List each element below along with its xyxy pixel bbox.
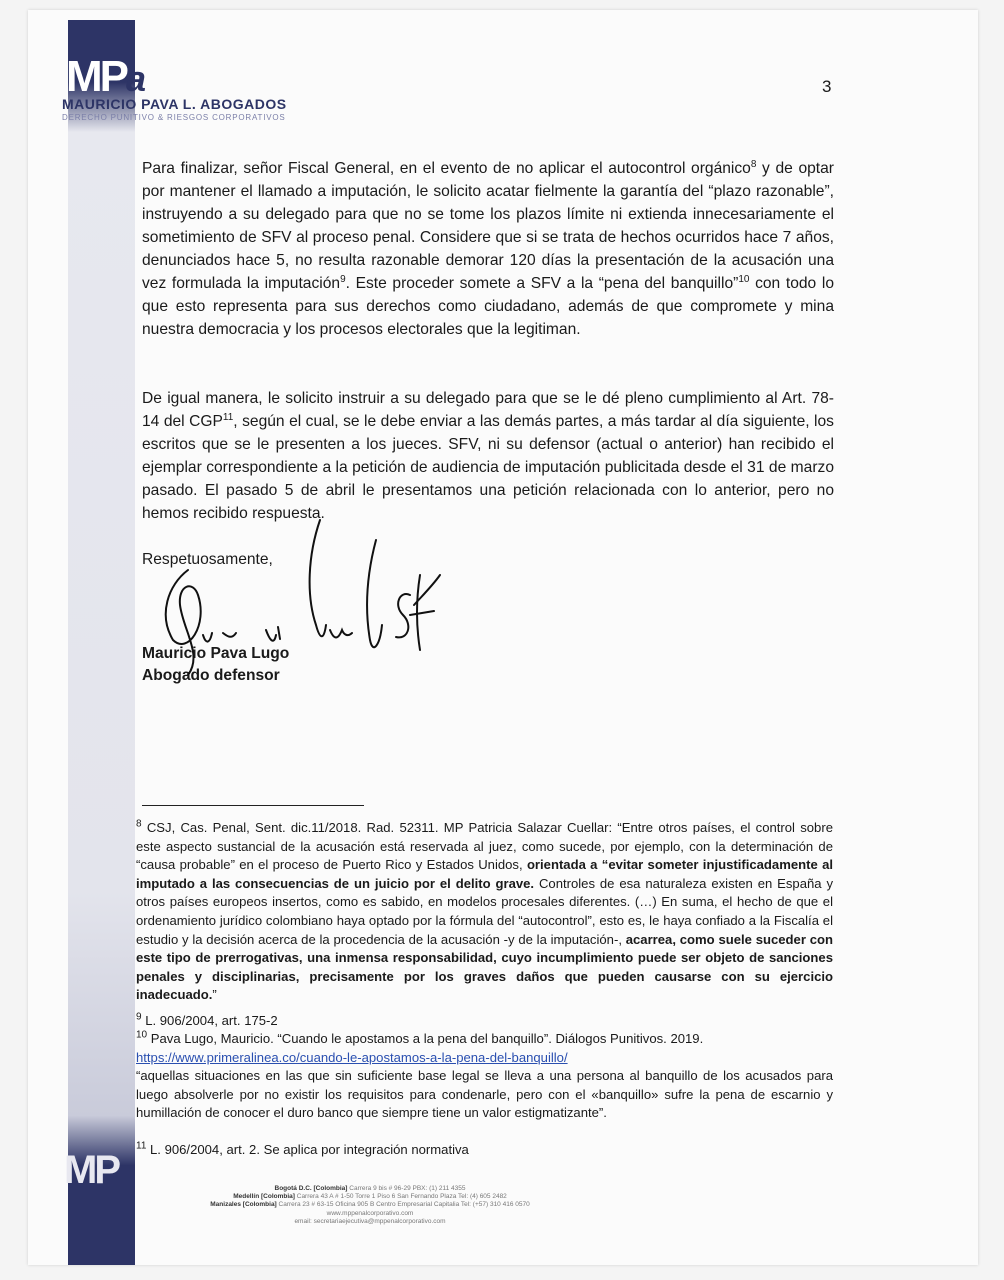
signer-role: Abogado defensor: [142, 667, 280, 684]
brand-sidebar-strip: [68, 20, 135, 1265]
page-number: 3: [822, 77, 832, 96]
handwritten-signature: [148, 515, 448, 675]
footnote-10: $^{10}$ Pava Lugo, Mauricio. “Cuando le apostamos a la pena del banquillo”. Diálogos Punitivos. 2019. https://www.primeralinea.co/cuando-le-apostamos-a-la-pena-del-banquillo/ “aquellas situaciones en las que sin suficiente base legal se lleva a una persona al banquillo de los acusados para luego absolverle por no existir los requisitos para condenarle, pero con el «banquillo» sufre la pena de escarnio y humillación de conocer el duro banco que siempre tiene un valor estigmatizante”.: [136, 1029, 833, 1121]
paragraph-art-78: De igual manera, le solicito instruir a su delegado para que se le dé pleno cumplimiento al Art. 78-14 del CGP$^{11}$, según el cual, se le debe enviar a las demás partes, a más tardar al día siguiente, los escritos que se le presenten a los jueces. SFV, ni su defensor (actual o anterior) han recibido el ejemplar correspondiente a la petición de audiencia de imputación publicitada desde el 31 de marzo pasado. El pasado 5 de abril le presentamos una petición relacionada con lo anterior, pero no hemos recibido respuesta.: [142, 390, 834, 522]
footnote-separator: [142, 805, 364, 806]
footnote-ref-11[interactable]: 11: [222, 411, 234, 423]
paragraph-plazo-razonable: Para finalizar, señor Fiscal General, en el evento de no aplicar el autocontrol orgánico$^8$ y de optar por mantener el llamado a imputación, le solicito acatar fielmente la garantía del “plazo razonable”, instruyendo a su delegado para que no se tome los plazos límite ni extienda innecesariamente el sometimiento de SFV al proceso penal. Considere que si se trata de hechos ocurridos hace 7 años, denunciados hace 5, no resulta razonable demorar 120 días la presentación de la acusación una vez formulada la imputación$^9$. Este proceder somete a SFV a la “pena del banquillo”$^{10}$ con todo lo que esto representa para sus derechos como ciudadano, además de que compromete y mina nuestra democracia y los procesos electorales que la legitiman.: [142, 158, 834, 338]
footnote-ref-8[interactable]: 8: [750, 158, 757, 170]
footnote-10-link[interactable]: https://www.primeralinea.co/cuando-le-apostamos-a-la-pena-del-banquillo/: [136, 1049, 568, 1065]
footer-logo: MP: [64, 1148, 118, 1192]
footnote-11: $^{11}$ L. 906/2004, art. 2. Se aplica por integración normativa: [136, 1140, 469, 1157]
footnote-9: $^9$ L. 906/2004, art. 175-2: [136, 1011, 278, 1028]
footer-addresses: Bogotá D.C. [Colombia] Carrera 9 bis # 96-29 PBX: (1) 211 4355 Medellín [Colombia] Carrera 43 A # 1-50 Torre 1 Piso 6 San Fernando Plaza Tel: (4) 605 2482 Manizales [Colombia] Carrera 23 # 63-15 Oficina 905 B Centro Empresarial Capitalia Tel: (+57) 310 416 0570 www.mppenalcorporativo.com email: secretariaejecutiva@mppenalcorporativo.com: [210, 1185, 530, 1225]
firm-name: MAURICIO PAVA L. ABOGADOS: [62, 96, 287, 112]
firm-subtitle: DERECHO PUNITIVO & RIESGOS CORPORATIVOS: [62, 113, 286, 122]
footnote-ref-10[interactable]: 10: [738, 273, 750, 285]
closing-salutation: Respetuosamente,: [142, 551, 273, 568]
signer-name: Mauricio Pava Lugo: [142, 645, 290, 662]
footnote-ref-9[interactable]: 9: [340, 273, 346, 285]
footnote-8: $^8$ CSJ, Cas. Penal, Sent. dic.11/2018. Rad. 52311. MP Patricia Salazar Cuellar: “Entre otros países, el control sobre este aspecto sustancial de la acusación está reservada al juez, como sucede, por ejemplo, con la determinación de “causa probable” en el proceso de Puerto Rico y Estados Unidos, orientada a “evitar someter injustificadamente al imputado a las consecuencias de un juicio por el delito grave. Controles de esa naturaleza existen en España y otros países europeos insertos, como es sabido, en modelos procesales diferentes. (…) En suma, el hecho de que el ordenamiento jurídico colombiano haya optado por la fórmula del “autocontrol”, esto es, le haya confiado a la Fiscalía el estudio y la decisión acerca de la procedencia de la acusación -y de la imputación-, acarrea, como suele suceder con este tipo de prerrogativas, una inmensa responsabilidad, cuyo incumplimiento puede ser objeto de sanciones penales y disciplinarias, precisamente por los graves daños que pueden causarse con su ejercicio inadecuado.”: [136, 818, 833, 1003]
